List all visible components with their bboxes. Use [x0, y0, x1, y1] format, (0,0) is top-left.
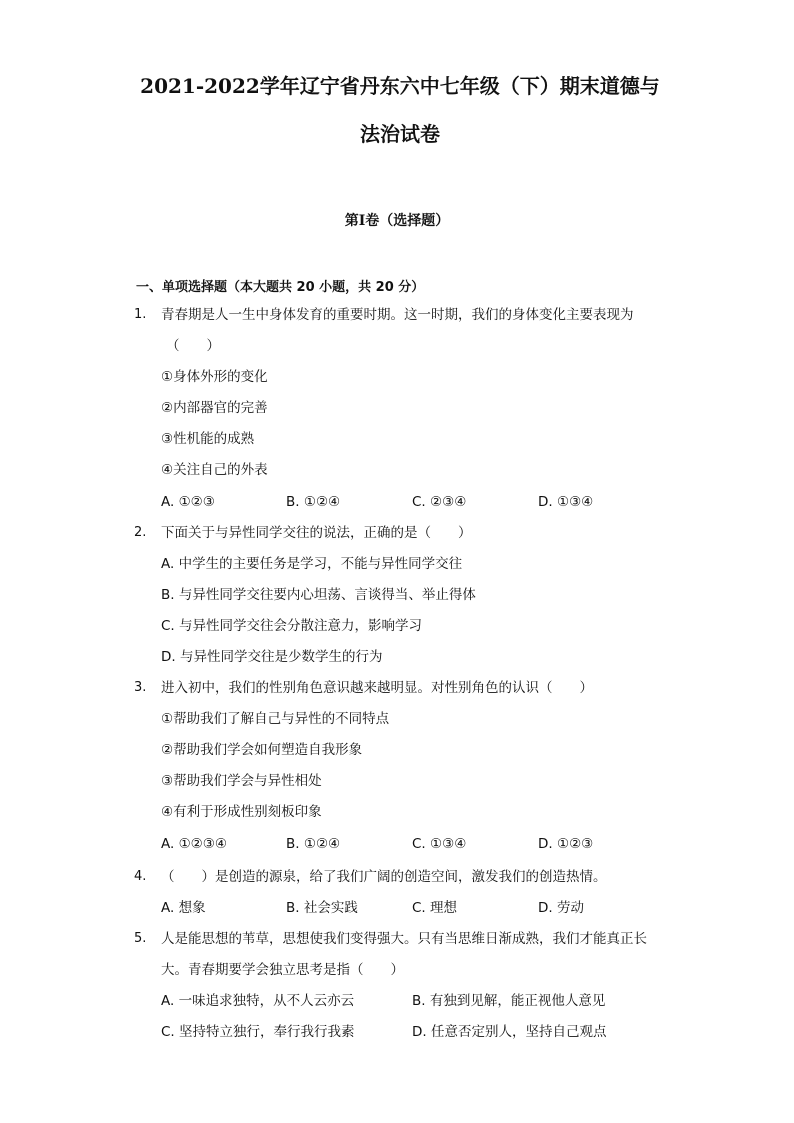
question-stem: 下面关于与异性同学交往的说法，正确的是（ ） — [161, 525, 472, 541]
volume-heading: 第Ⅰ卷（选择题） — [344, 213, 450, 229]
question-stem: 进入初中，我们的性别角色意识越来越明显。对性别角色的认识（ ） — [161, 680, 593, 696]
section-heading: 一、单项选择题（本大题共 20 小题，共 20 分） — [136, 280, 425, 295]
question-stem: 人是能思想的苇草，思想使我们变得强大。只有当思维日渐成熟，我们才能真正长 — [161, 931, 647, 947]
option-d: D. 劳动 — [538, 900, 584, 916]
statement-item: ①帮助我们了解自己与异性的不同特点 — [161, 711, 390, 727]
option-c: C. 坚持特立独行，奉行我行我素 — [161, 1024, 355, 1040]
question-number: 4. — [134, 869, 147, 884]
question-number: 2. — [134, 525, 147, 540]
option-d: D. ①③④ — [538, 494, 594, 510]
option-b: B. ①②④ — [286, 836, 341, 852]
option-a: A. 想象 — [161, 900, 206, 916]
question-number: 1. — [134, 307, 147, 322]
statement-item: ③帮助我们学会与异性相处 — [161, 773, 322, 789]
question-number: 5. — [134, 931, 147, 946]
statement-item: ④关注自己的外表 — [161, 462, 268, 478]
option-a: A. 中学生的主要任务是学习，不能与异性同学交往 — [161, 556, 463, 572]
question-number: 3. — [134, 680, 147, 695]
option-c: C. 与异性同学交往会分散注意力，影响学习 — [161, 618, 423, 634]
option-d: D. 与异性同学交往是少数学生的行为 — [161, 649, 383, 665]
option-a: A. ①②③④ — [161, 836, 227, 852]
statement-item: ③性机能的成熟 — [161, 431, 255, 447]
statement-item: ①身体外形的变化 — [161, 369, 268, 385]
statement-item: ②内部器官的完善 — [161, 400, 268, 416]
question-stem: 青春期是人一生中身体发育的重要时期。这一时期，我们的身体变化主要表现为 — [161, 307, 634, 323]
statement-item: ④有利于形成性别刻板印象 — [161, 804, 322, 820]
question-stem: （ ）是创造的源泉，给了我们广阔的创造空间，激发我们的创造热情。 — [161, 869, 607, 885]
exam-title-line2: 法治试卷 — [360, 122, 440, 146]
option-c: C. 理想 — [412, 900, 458, 916]
exam-title-line1: 2021-2022学年辽宁省丹东六中七年级（下）期末道德与 — [140, 74, 660, 98]
option-a: A. 一味追求独特，从不人云亦云 — [161, 993, 355, 1009]
question-stem-cont: 大。青春期要学会独立思考是指（ ） — [161, 962, 404, 978]
option-a: A. ①②③ — [161, 494, 215, 510]
option-c: C. ①③④ — [412, 836, 467, 852]
option-c: C. ②③④ — [412, 494, 467, 510]
question-stem-cont: （ ） — [166, 338, 220, 354]
option-d: D. ①②③ — [538, 836, 594, 852]
option-b: B. 与异性同学交往要内心坦荡、言谈得当、举止得体 — [161, 587, 476, 603]
option-b: B. ①②④ — [286, 494, 341, 510]
exam-title — [120, 62, 680, 158]
statement-item: ②帮助我们学会如何塑造自我形象 — [161, 742, 363, 758]
option-b: B. 社会实践 — [286, 900, 358, 916]
option-b: B. 有独到见解，能正视他人意见 — [412, 993, 606, 1009]
option-d: D. 任意否定别人，坚持自己观点 — [412, 1024, 607, 1040]
